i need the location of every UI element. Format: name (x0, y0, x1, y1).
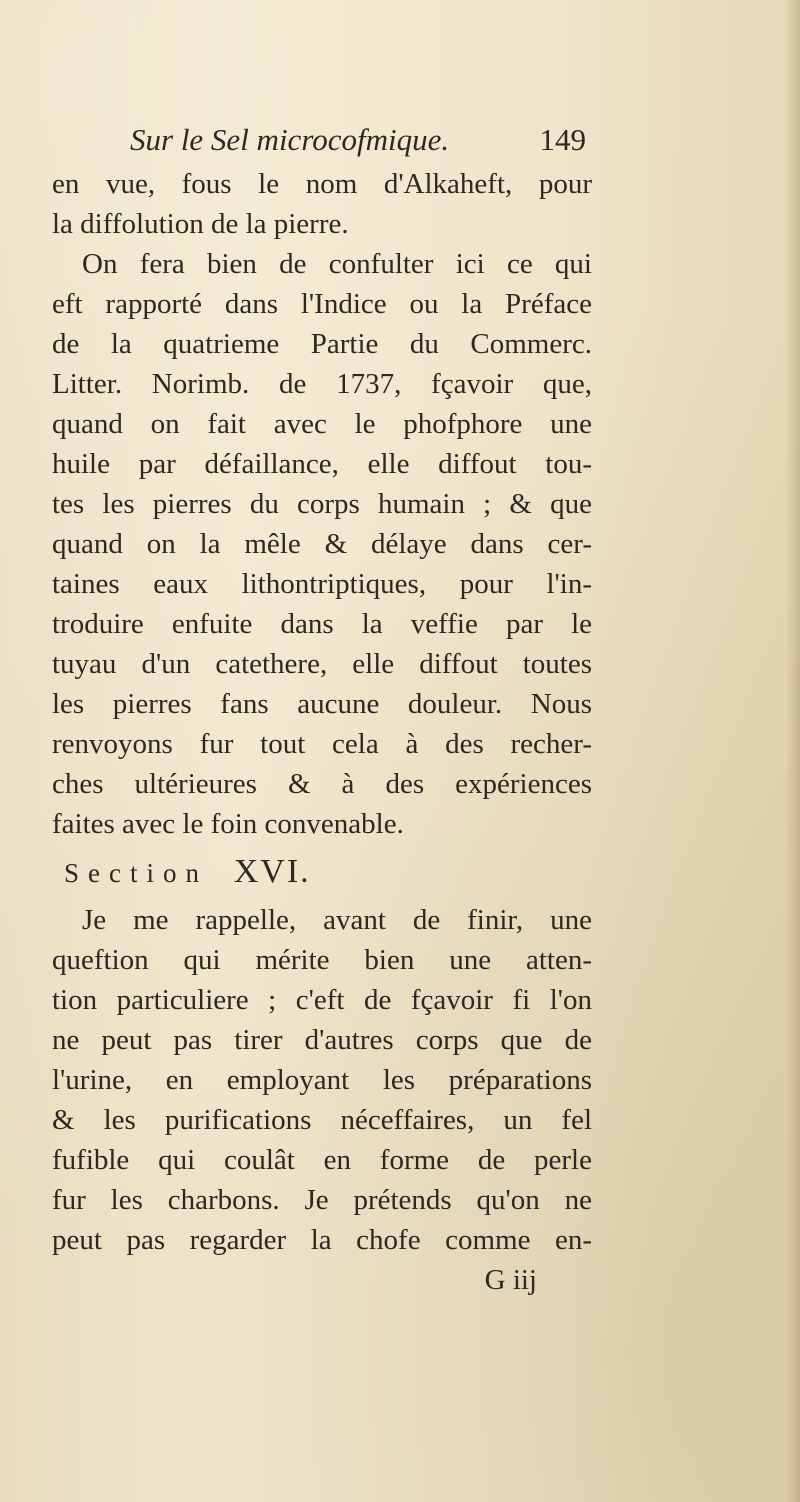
text-line: tes les pierres du corps humain ; & que (52, 488, 592, 520)
text-line: tuyau d'un catethere, elle diffout toutes (52, 648, 592, 680)
text-line: queftion qui mérite bien une atten- (52, 944, 592, 976)
text-line: quand on la mêle & délaye dans cer- (52, 528, 592, 560)
text-line: & les purifications néceffaires, un fel (52, 1104, 592, 1136)
text-line: ne peut pas tirer d'autres corps que de (52, 1024, 592, 1056)
text-line: huile par défaillance, elle diffout tou- (52, 448, 592, 480)
page-edge-shadow (786, 0, 800, 1502)
text-line: peut pas regarder la chofe comme en- (52, 1224, 592, 1256)
paragraph-2 (52, 244, 592, 844)
text-line: faites avec le foin convenable. (52, 808, 404, 840)
text-line: en vue, fous le nom d'Alkaheft, pour (52, 168, 592, 200)
text-line: Litter. Norimb. de 1737, fçavoir que, (52, 368, 592, 400)
text-line: l'urine, en employant les préparations (52, 1064, 592, 1096)
text-line: tion particuliere ; c'eft de fçavoir fi l'on (52, 984, 592, 1016)
page-number: 149 (539, 122, 586, 157)
section-number: XVI. (233, 853, 311, 890)
text-line: renvoyons fur tout cela à des recher- (52, 728, 592, 760)
running-head (52, 120, 592, 164)
signature-mark: G iij (484, 1264, 537, 1296)
text-line: taines eaux lithontriptiques, pour l'in- (52, 568, 592, 600)
text-line: fufible qui coulât en forme de perle (52, 1144, 592, 1176)
section-heading (52, 844, 592, 900)
paragraph-3 (52, 900, 592, 1260)
text-line: les pierres fans aucune douleur. Nous (52, 688, 592, 720)
text-line: la diffolution de la pierre. (52, 208, 349, 240)
text-line: troduire enfuite dans la veffie par le (52, 608, 592, 640)
text-line: eft rapporté dans l'Indice ou la Préface (52, 288, 592, 320)
text-line: ches ultérieures & à des expériences (52, 768, 592, 800)
text-line: Je me rappelle, avant de finir, une (82, 904, 592, 936)
text-line: quand on fait avec le phofphore une (52, 408, 592, 440)
text-line: de la quatrieme Partie du Commerc. (52, 328, 592, 360)
running-title: Sur le Sel microcofmique. (130, 122, 450, 157)
text-line: fur les charbons. Je prétends qu'on ne (52, 1184, 592, 1216)
text-block (52, 120, 592, 1300)
section-word: Section (64, 858, 208, 888)
text-line: On fera bien de confulter ici ce qui (82, 248, 592, 280)
paragraph-1 (52, 164, 592, 244)
